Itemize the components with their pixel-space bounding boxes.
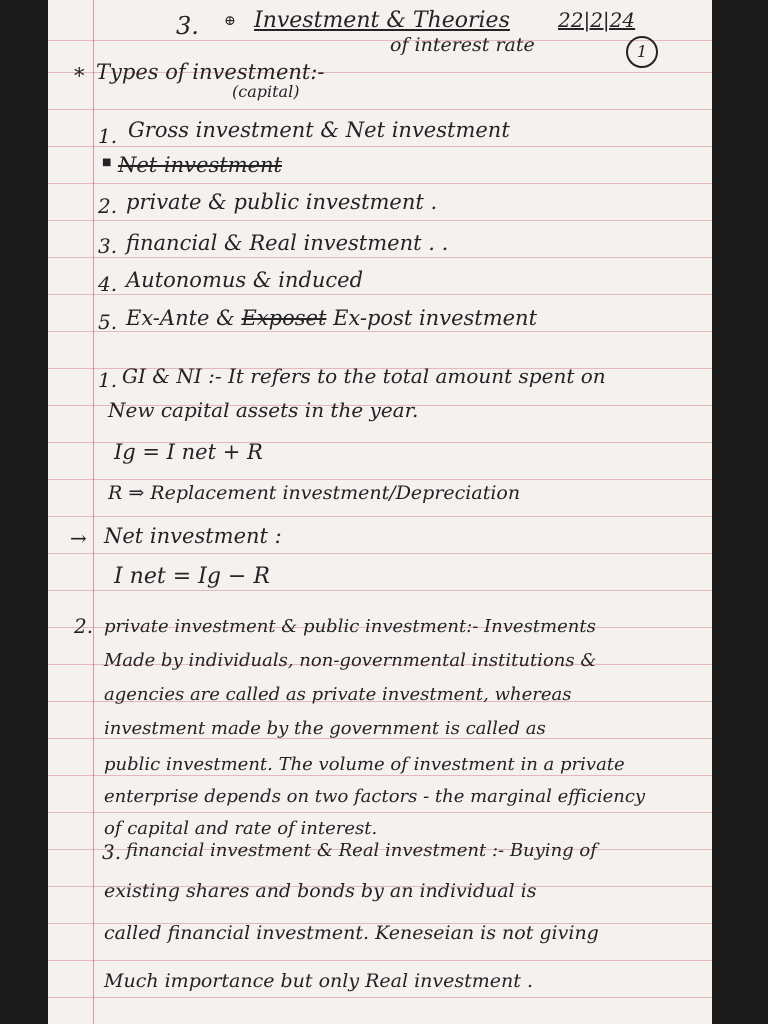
ruled-line bbox=[48, 516, 712, 517]
page-title-line2: of interest rate bbox=[390, 34, 535, 56]
page-title: Investment & Theories bbox=[254, 8, 510, 33]
net-investment-heading: Net investment : bbox=[104, 524, 282, 548]
ruled-line bbox=[48, 590, 712, 591]
list-item: Autonomus & induced bbox=[126, 268, 364, 292]
paragraph-line: existing shares and bonds by an individual is bbox=[104, 880, 537, 902]
list-number: 1. bbox=[98, 124, 118, 148]
formula-replacement: R ⇒ Replacement investment/Depreciation bbox=[108, 482, 521, 504]
ruled-line bbox=[48, 479, 712, 480]
paragraph-line: enterprise depends on two factors - the marginal efficiency bbox=[104, 786, 646, 807]
ruled-line bbox=[48, 553, 712, 554]
section-number: 1. bbox=[98, 368, 118, 392]
list-number: 3. bbox=[98, 234, 118, 258]
types-heading: Types of investment:- bbox=[96, 60, 325, 84]
paragraph-line: private investment & public investment:- Investments bbox=[104, 616, 596, 637]
formula-gross: Ig = I net + R bbox=[114, 440, 263, 464]
list-item: financial & Real investment . . bbox=[126, 231, 449, 255]
paragraph-line: agencies are called as private investment, whereas bbox=[104, 684, 572, 705]
ruled-line bbox=[48, 146, 712, 147]
gi-ni-line: New capital assets in the year. bbox=[108, 398, 419, 422]
list-item-struck-word: Exposet bbox=[241, 306, 327, 330]
list-item: private & public investment . bbox=[126, 190, 438, 214]
list-item-part: Ex-Ante & bbox=[126, 306, 242, 330]
ruled-line bbox=[48, 294, 712, 295]
bullet-dot-icon: ■ bbox=[102, 157, 112, 168]
ruled-line bbox=[48, 960, 712, 961]
formula-net: I net = Ig − R bbox=[114, 564, 270, 589]
title-mark-icon: ⊕ bbox=[224, 13, 236, 29]
ruled-line bbox=[48, 812, 712, 813]
paragraph-line: Much importance but only Real investment . bbox=[104, 970, 533, 992]
ruled-line bbox=[48, 331, 712, 332]
chapter-number: 3. bbox=[176, 12, 199, 40]
arrow-icon: → bbox=[70, 526, 87, 550]
list-number: 2. bbox=[98, 194, 118, 218]
paragraph-line: investment made by the government is called as bbox=[104, 718, 546, 739]
ruled-line bbox=[48, 997, 712, 998]
ruled-line bbox=[48, 183, 712, 184]
margin-line bbox=[93, 0, 94, 1024]
ruled-line bbox=[48, 257, 712, 258]
list-number: 5. bbox=[98, 310, 118, 334]
paragraph-line: Made by individuals, non-governmental institutions & bbox=[104, 650, 597, 671]
paragraph-line: of capital and rate of interest. bbox=[104, 818, 378, 839]
ruled-line bbox=[48, 775, 712, 776]
list-item bbox=[126, 308, 537, 329]
paragraph-line: called financial investment. Keneseian is not giving bbox=[104, 922, 599, 944]
list-item-part: Ex-post investment bbox=[326, 306, 538, 330]
ruled-line bbox=[48, 109, 712, 110]
ruled-line bbox=[48, 220, 712, 221]
gi-ni-line: GI & NI :- It refers to the total amount spent on bbox=[122, 364, 606, 388]
header-rule bbox=[48, 40, 712, 41]
section-number: 3. bbox=[102, 840, 122, 864]
star-bullet: * bbox=[74, 64, 85, 88]
notebook-page bbox=[48, 0, 712, 1024]
paragraph-line: public investment. The volume of investment in a private bbox=[104, 754, 625, 775]
paragraph-line: financial investment & Real investment :- Buying of bbox=[126, 840, 597, 861]
list-item: Gross investment & Net investment bbox=[128, 118, 510, 142]
list-number: 4. bbox=[98, 272, 118, 296]
section-number: 2. bbox=[74, 614, 94, 638]
list-item-struck: Net investment bbox=[118, 153, 282, 177]
page-date: 22|2|24 bbox=[558, 8, 636, 32]
types-subheading: (capital) bbox=[232, 82, 300, 101]
page-number-circle: 1 bbox=[626, 36, 658, 68]
